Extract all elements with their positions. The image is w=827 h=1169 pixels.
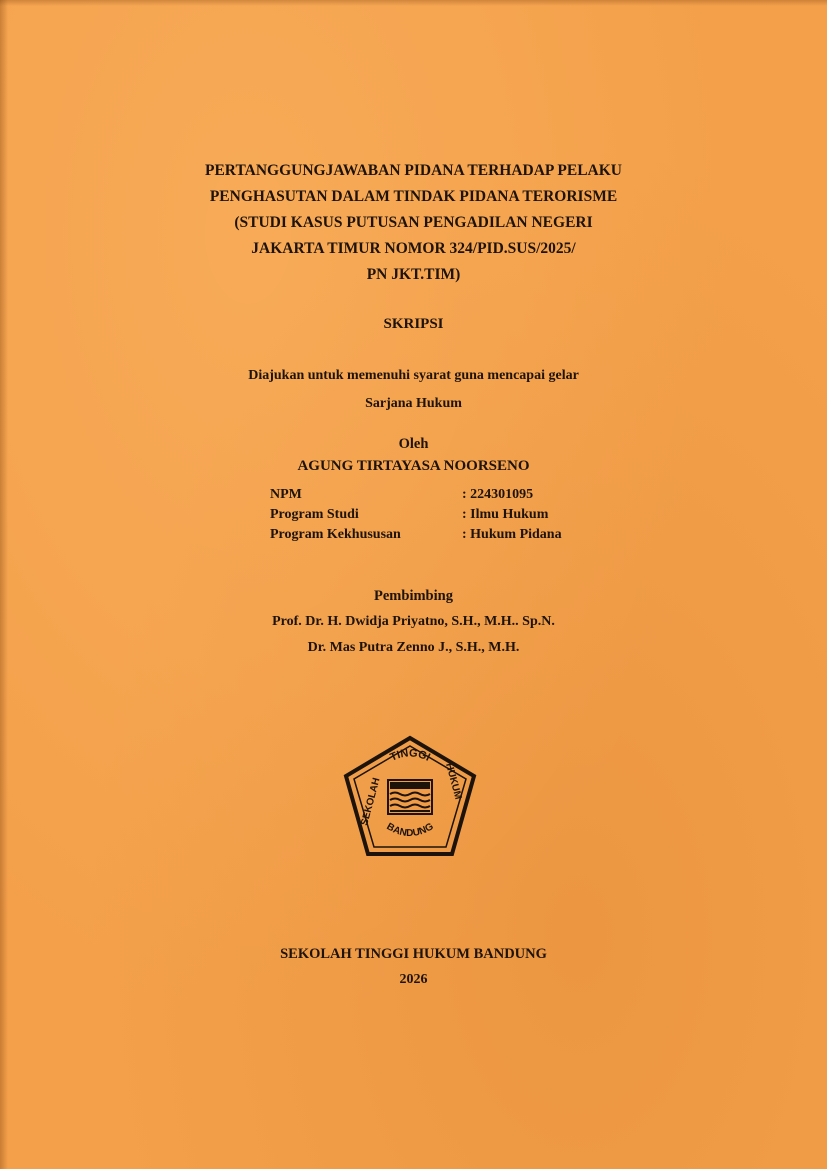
advisor-name-2: Dr. Mas Putra Zenno J., S.H., M.H. xyxy=(307,640,520,655)
document-type: SKRIPSI xyxy=(383,316,444,332)
info-row-program-kekhususan xyxy=(270,525,562,545)
thesis-title xyxy=(0,158,827,288)
info-label: Program Kekhususan xyxy=(270,527,401,542)
purpose-statement xyxy=(0,362,827,418)
info-label: Program Studi xyxy=(270,507,359,522)
info-value: : Hukum Pidana xyxy=(462,527,562,542)
title-line: (STUDI KASUS PUTUSAN PENGADILAN NEGERI xyxy=(234,214,593,231)
cover-top-edge-shadow xyxy=(0,0,827,6)
title-line: PN JKT.TIM) xyxy=(366,266,461,283)
logo-text-top: TINGGI xyxy=(388,747,432,764)
purpose-line: Diajukan untuk memenuhi syarat guna mencapai gelar xyxy=(248,368,579,383)
student-info xyxy=(270,485,562,545)
info-value: : 224301095 xyxy=(462,487,534,502)
author-name: AGUNG TIRTAYASA NOORSENO xyxy=(297,458,530,474)
advisor-name-1: Prof. Dr. H. Dwidja Priyatno, S.H., M.H.. Sp.N. xyxy=(272,614,555,629)
logo-text-bottom: BANDUNG xyxy=(384,821,436,840)
info-label: NPM xyxy=(270,487,302,502)
purpose-line: Sarjana Hukum xyxy=(365,396,462,411)
logo-text-right: HUKUM xyxy=(443,761,464,801)
svg-text:BANDUNG xyxy=(385,821,436,839)
pentagon-seal-icon xyxy=(340,734,480,860)
title-line: PENGHASUTAN DALAM TINDAK PIDANA TERORISME xyxy=(209,188,618,205)
advisor-label: Pembimbing xyxy=(374,588,453,604)
institution-name: SEKOLAH TINGGI HUKUM BANDUNG xyxy=(280,946,547,962)
info-row-program-studi xyxy=(270,505,562,525)
submission-year: 2026 xyxy=(399,972,428,987)
info-row-npm xyxy=(270,485,562,505)
logo-text-left: SEKOLAH xyxy=(359,776,383,827)
by-label: Oleh xyxy=(398,436,429,452)
title-line: JAKARTA TIMUR NOMOR 324/PID.SUS/2025/ xyxy=(251,240,576,257)
svg-text:TINGGI xyxy=(388,747,432,764)
info-value: : Ilmu Hukum xyxy=(462,507,549,522)
title-line: PERTANGGUNGJAWABAN PIDANA TERHADAP PELAKU xyxy=(205,162,622,179)
